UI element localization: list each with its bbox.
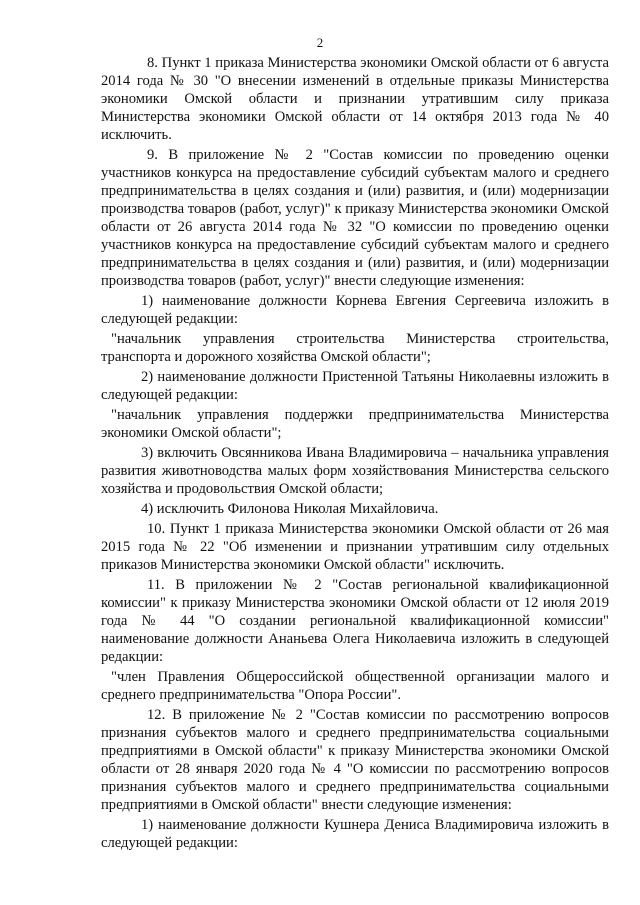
page-number: 2 — [316, 35, 324, 50]
paragraph-9-item-2: 2) наименование должности Пристенной Татьяны Николаевны изложить в следующей редакции: — [101, 369, 609, 403]
paragraph-8: 8. Пункт 1 приказа Министерства экономики Омской области от 6 августа 2014 года № 30 "О внесении изменений в отдельные приказы Министерства экономики Омской области и признании утратившим силу приказа Министерства экономики Омской области от 14 октября 2013 года № 40 исключить. — [101, 55, 609, 143]
paragraph-9-item-3: 3) включить Овсянникова Ивана Владимировича – начальника управления развития животноводства малых форм хозяйствования Министерства сельского хозяйства и продовольствия Омской области; — [101, 445, 609, 497]
paragraph-9-item-1: 1) наименование должности Корнева Евгения Сергеевича изложить в следующей редакции: — [101, 293, 609, 327]
document-body — [101, 54, 609, 854]
paragraph-9-item-4: 4) исключить Филонова Николая Михайловича. — [141, 501, 439, 517]
paragraph-9-item-2-quote: "начальник управления поддержки предпринимательства Министерства экономики Омской области"; — [101, 407, 609, 441]
paragraph-11-quote: "член Правления Общероссийской общественной организации малого и среднего предпринимательства "Опора России". — [101, 669, 609, 703]
paragraph-12: 12. В приложение № 2 "Состав комиссии по рассмотрению вопросов признания субъектов малого и среднего предпринимательства социальными предприятиями в Омской области" к приказу Министерства экономики Омской области от 28 января 2020 года № 4 "О комиссии по рассмотрению вопросов признания субъектов малого и среднего предпринимательства социальными предприятиями в Омской области" внести следующие изменения: — [101, 707, 609, 813]
paragraph-9: 9. В приложение № 2 "Состав комиссии по проведению оценки участников конкурса на предоставление субсидий субъектам малого и среднего предпринимательства в целях создания и (или) развития, и (или) модернизации производства товаров (работ, услуг)" к приказу Министерства экономики Омской области от 26 августа 2014 года № 32 "О комиссии по проведению оценки участников конкурса на предоставление субсидий субъектам малого и среднего предпринимательства в целях создания и (или) развития, и (или) модернизации производства товаров (работ, услуг)" внести следующие изменения: — [101, 147, 609, 289]
paragraph-11: 11. В приложении № 2 "Состав региональной квалификационной комиссии" к приказу Министерства экономики Омской области от 12 июля 2019 года № 44 "О создании региональной квалификационной комиссии" наименование должности Ананьева Олега Николаевича изложить в следующей редакции: — [101, 577, 609, 665]
paragraph-10: 10. Пункт 1 приказа Министерства экономики Омской области от 26 мая 2015 года № 22 "Об изменении и признании утратившим силу отдельных приказов Министерства экономики Омской области" исключить. — [101, 521, 609, 573]
paragraph-12-item-1: 1) наименование должности Кушнера Дениса Владимировича изложить в следующей редакции: — [101, 817, 609, 851]
paragraph-9-item-1-quote: "начальник управления строительства Министерства строительства, транспорта и дорожного хозяйства Омской области"; — [101, 331, 609, 365]
